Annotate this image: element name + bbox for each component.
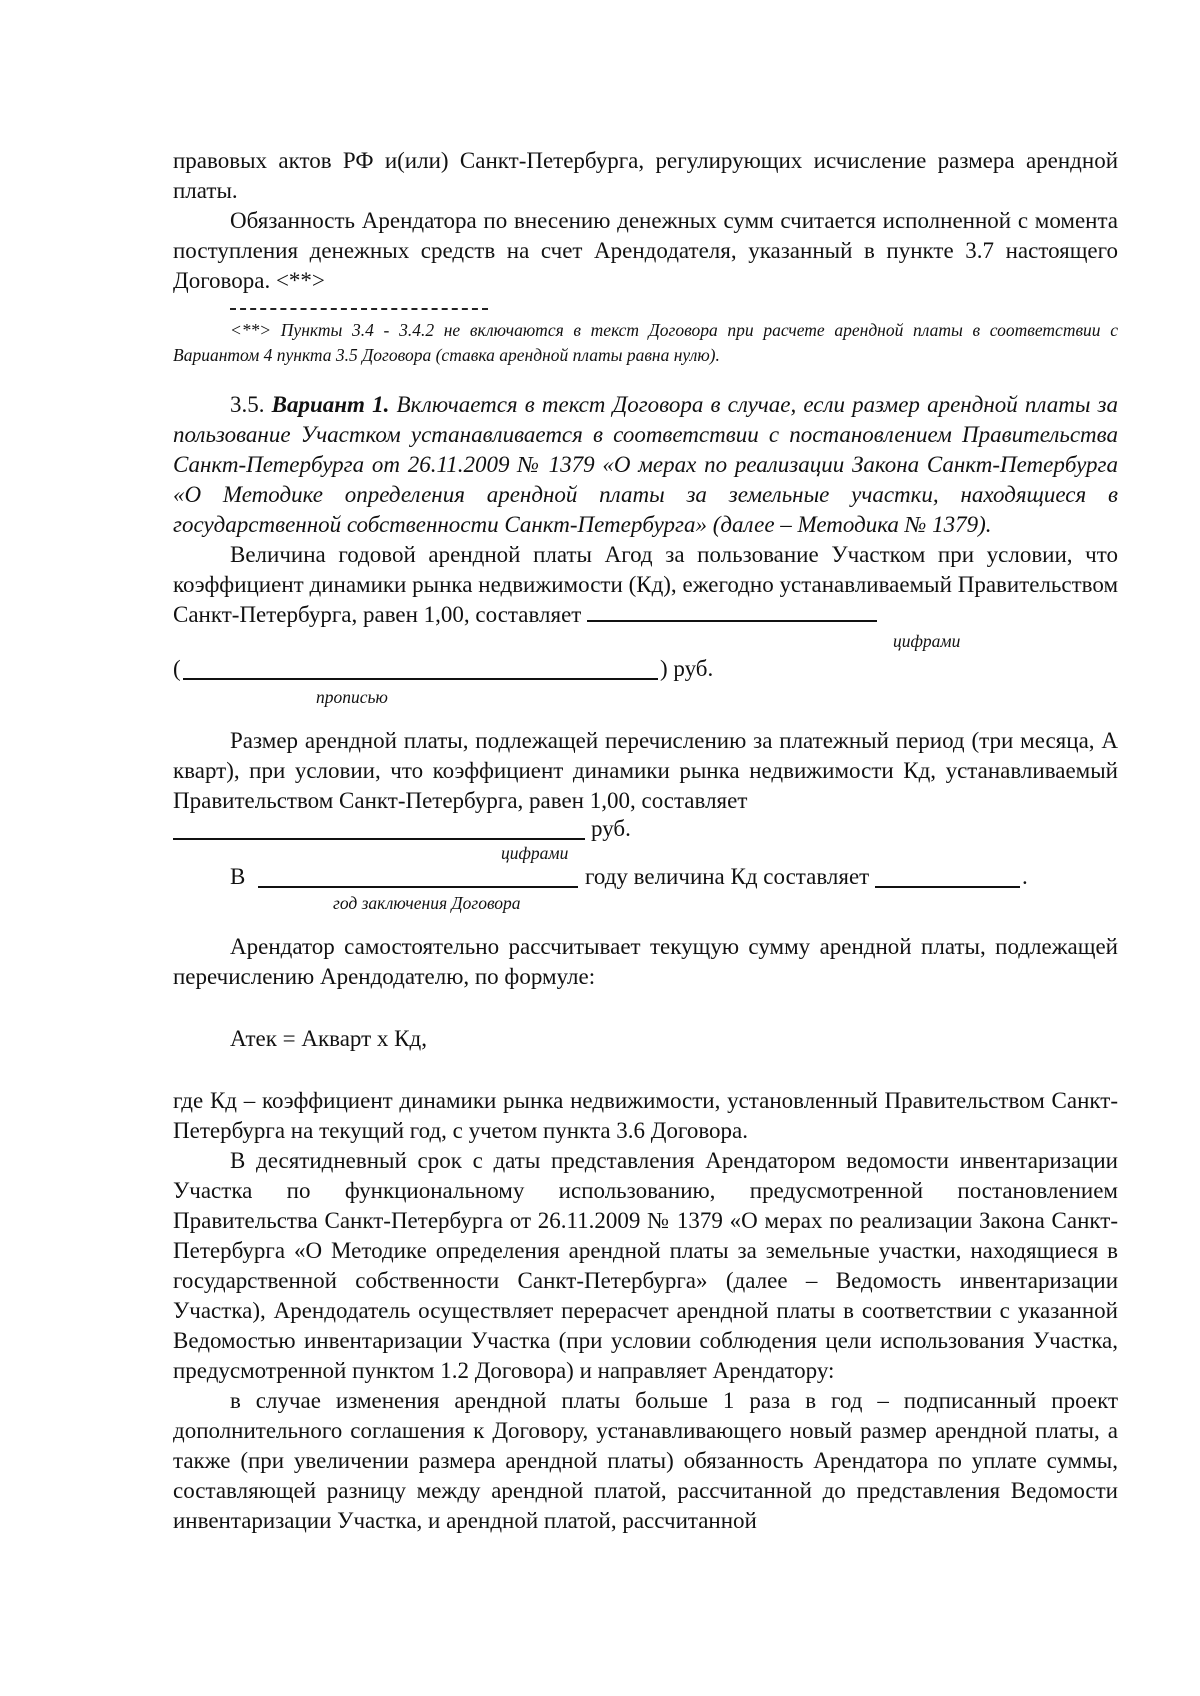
intro-continuation: правовых актов РФ и(или) Санкт-Петербурга, регулирующих исчисление размера арендной платы. (173, 148, 1118, 203)
footnote-text: <**> Пункты 3.4 - 3.4.2 не включаются в текст Договора при расчете арендной платы в соответствии с Вариантом 4 пункта 3.5 Договора (ставка арендной платы равна нулю). (173, 320, 1118, 365)
payment-obligation-paragraph: Обязанность Арендатора по внесению денежных сумм считается исполненной с момента поступления денежных средств на счет Арендодателя, указанный в пункте 3.7 настоящего Договора. <**> (173, 208, 1118, 293)
document-body (173, 146, 1118, 1536)
quarter-rent-row: руб. (173, 816, 1118, 842)
ten-day-paragraph: В десятидневный срок с даты представления Арендатором ведомости инвентаризации Участка по функциональному использованию, предусмотренной постановлением Правительства Санкт-Петербурга от 26.11.2009 № 1379 «О мерах по реализации Закона Санкт-Петербурга «О Методике определения арендной платы за земельные участки, находящиеся в государственной собственности Санкт-Петербурга» (далее – Ведомость инвентаризации Участка), Арендодатель осуществляет перерасчет арендной платы в соответствии с указанной Ведомостью инвентаризации Участка (при условии соблюдения цели использования Участка, предусмотренной пунктом 1.2 Договора) и направляет Арендатору: (173, 1148, 1118, 1383)
caption-row-words (173, 686, 1118, 726)
quarter-rent-digits-blank[interactable] (173, 818, 585, 840)
caption-row-year (173, 892, 1118, 932)
where-paragraph: где Кд – коэффициент динамики рынка недвижимости, установленный Правительством Санкт-Петербурга на текущий год, с учетом пункта 3.6 Договора. (173, 1088, 1118, 1143)
year-kd-row: В году величина Кд составляет . (230, 864, 1028, 889)
rent-change-paragraph: в случае изменения арендной платы больше 1 раза в год – подписанный проект дополнительного соглашения к Договору, устанавливающего новый размер арендной платы, а также (при увеличении размера арендной платы) обязанность Арендатора по уплате суммы, составляющей разницу между арендной платой, рассчитанной до представления Ведомости инвентаризации Участка, и арендной платой, рассчитанной (173, 1388, 1118, 1533)
calculation-paragraph: Арендатор самостоятельно рассчитывает текущую сумму арендной платы, подлежащей перечислению Арендодателю, по формуле: (173, 934, 1118, 989)
caption-row-digits (173, 630, 1118, 654)
annual-rent-words-blank[interactable] (183, 658, 658, 680)
variant-label: Вариант 1. (271, 392, 390, 417)
footnote-separator (230, 308, 488, 310)
caption-digits-2: цифрами (501, 843, 569, 863)
caption-digits: цифрами (893, 631, 961, 651)
contract-year-blank[interactable] (258, 866, 578, 888)
caption-row-digits-2 (173, 842, 1118, 864)
annual-rent-digits-blank[interactable] (587, 600, 877, 622)
quarter-rent-paragraph: Размер арендной платы, подлежащей перечислению за платежный период (три месяца, А кварт), при условии, что коэффициент динамики рынка недвижимости Кд, устанавливаемый Правительством Санкт-Петербурга, равен 1,00, составляет (173, 728, 1118, 813)
annual-rent-words-row: ( ) руб. (173, 656, 714, 681)
section-3-5-variant-1 (173, 390, 1118, 540)
caption-words: прописью (316, 687, 388, 707)
variant-description: Включается в текст Договора в случае, если размер арендной платы за пользование Участком устанавливается в соответствии с постановлением Правительства Санкт-Петербурга от 26.11.2009 № 1379 «О мерах по реализации Закона Санкт-Петербурга «О Методике определения арендной платы за земельные участки, находящиеся в государственной собственности Санкт-Петербурга» (далее – Методика № 1379). (173, 392, 1119, 537)
annual-rent-paragraph: Величина годовой арендной платы Агод за пользование Участком при условии, что коэффициент динамики рынка недвижимости (Кд), ежегодно устанавливаемый Правительством Санкт-Петербурга, равен 1,00, составляет (173, 542, 1118, 627)
kd-value-blank[interactable] (875, 866, 1020, 888)
formula: Атек = Акварт х Кд, (230, 1026, 427, 1051)
caption-year: год заключения Договора (333, 893, 521, 913)
section-number: 3.5. (230, 392, 265, 417)
